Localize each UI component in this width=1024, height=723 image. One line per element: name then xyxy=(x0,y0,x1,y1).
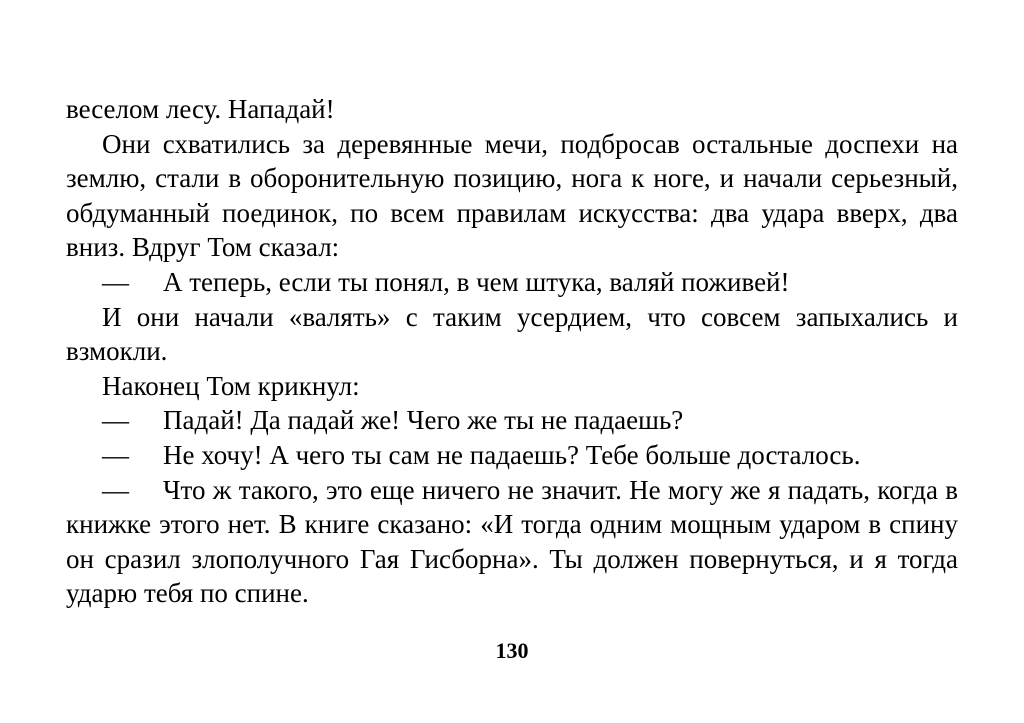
paragraph-2 xyxy=(66,127,958,265)
dialog-dash: — xyxy=(102,405,129,436)
paragraph-1-text: веселом лесу. Нападай! xyxy=(66,94,335,124)
paragraph-4 xyxy=(66,369,958,404)
dialog-line-2 xyxy=(66,403,958,438)
dialog-line-3 xyxy=(66,438,958,473)
paragraph-2-text: Они схватились за деревянные мечи, подбросав остальные доспехи на землю, стали в оборонительную позицию, нога к ноге, и начали серьезный, обдуманный поединок, по всем правилам искусства: два удара вверх, два вниз. Вдруг Том сказал: xyxy=(66,128,958,263)
dialog-dash: — xyxy=(102,266,129,297)
dialog-dash: — xyxy=(102,474,129,505)
dialog-line-1-text: А теперь, если ты понял, в чем штука, валяй поживей! xyxy=(163,266,790,297)
dialog-line-4-text: Что ж такого, это еще ничего не значит. Не могу же я падать, когда в книжке этого нет. В книге сказано: «И тогда одним мощным ударом в спину он сразил злополучного Гая Гисборна». Ты должен повернуться, и я тогда ударю тебя по спине. xyxy=(66,474,958,609)
dialog-line-4 xyxy=(66,473,958,611)
page-text xyxy=(66,92,958,611)
dialog-line-3-text: Не хочу! А чего ты сам не падаешь? Тебе больше досталось. xyxy=(163,439,861,470)
paragraph-3 xyxy=(66,300,958,369)
page-number: 130 xyxy=(495,638,529,663)
paragraph-1 xyxy=(66,92,958,127)
dialog-dash: — xyxy=(102,439,129,470)
paragraph-3-text: И они начали «валять» с таким усердием, что совсем запыхались и взмокли. xyxy=(66,301,958,367)
dialog-line-2-text: Падай! Да падай же! Чего же ты не падаешь? xyxy=(163,405,684,436)
dialog-line-1 xyxy=(66,265,958,300)
paragraph-4-text: Наконец Том крикнул: xyxy=(102,370,360,401)
